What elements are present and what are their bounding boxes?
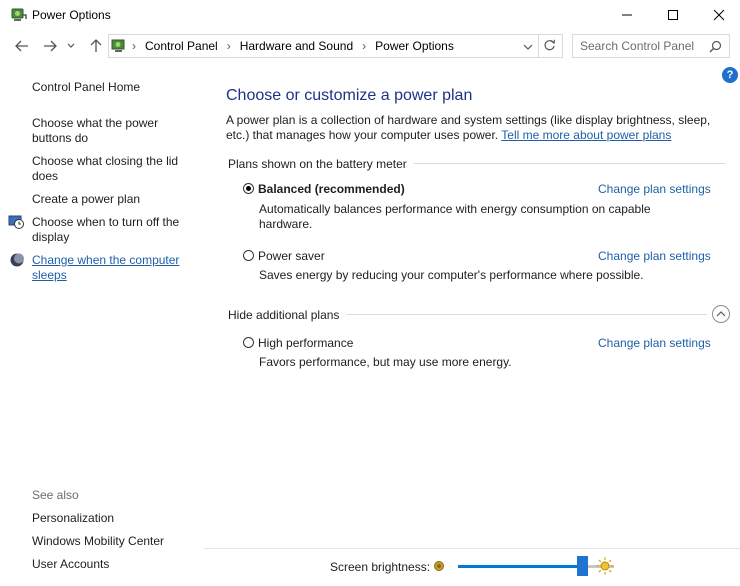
balanced-radio[interactable] — [243, 183, 254, 194]
close-button[interactable] — [696, 0, 740, 30]
sidebar-item-turn-off-display[interactable]: Choose when to turn off the display — [32, 215, 180, 244]
search-icon[interactable] — [709, 40, 722, 56]
plan-description-power-saver: Saves energy by reducing your computer's performance where possible. — [259, 268, 644, 282]
change-plan-settings-high-performance[interactable]: Change plan settings — [598, 336, 711, 350]
battery-meter-group-title: Plans shown on the battery meter — [228, 157, 407, 171]
search-input[interactable] — [580, 39, 705, 53]
minimize-button[interactable] — [604, 0, 650, 30]
help-button[interactable] — [722, 67, 738, 83]
window-title: Power Options — [32, 8, 111, 22]
high-performance-radio[interactable] — [243, 337, 254, 348]
chevron-up-icon — [716, 311, 726, 317]
up-arrow-icon — [90, 39, 102, 53]
plan-name-balanced[interactable]: Balanced (recommended) — [258, 182, 405, 196]
forward-arrow-icon — [43, 40, 57, 52]
power-options-icon — [10, 6, 28, 24]
hidden-plans-group-title[interactable]: Hide additional plans — [228, 308, 340, 322]
minimize-icon — [621, 9, 633, 21]
brightness-slider-fill — [458, 565, 583, 568]
breadcrumb — [132, 35, 454, 57]
chevron-down-icon — [523, 43, 533, 51]
collapse-plans-button[interactable] — [712, 305, 730, 323]
sidebar-item-closing-lid[interactable]: Choose what closing the lid does — [32, 154, 179, 183]
search-box[interactable] — [572, 34, 730, 58]
group-divider — [414, 163, 726, 164]
breadcrumb-control-panel[interactable]: Control Panel — [145, 39, 218, 53]
page-title: Choose or customize a power plan — [226, 87, 473, 104]
breadcrumb-separator: › — [226, 39, 231, 53]
help-icon: ? — [726, 69, 734, 81]
plan-description-high-performance: Favors performance, but may use more energy. — [259, 355, 512, 369]
sidebar-item-create-plan[interactable]: Create a power plan — [32, 192, 141, 206]
see-also-personalization[interactable]: Personalization — [32, 511, 115, 525]
recent-locations-button[interactable] — [64, 36, 78, 56]
breadcrumb-separator: › — [132, 39, 136, 53]
back-button[interactable] — [12, 36, 32, 56]
description-text: A power plan is a collection of hardware and system settings (like display brightness, sleep, etc.) that manages how your computer uses power. — [226, 113, 711, 142]
dim-sun-icon — [433, 560, 445, 575]
see-also-mobility-center[interactable]: Windows Mobility Center — [32, 534, 165, 548]
see-also-user-accounts[interactable]: User Accounts — [32, 557, 110, 571]
sidebar-item-computer-sleeps[interactable]: Change when the computer sleeps — [32, 253, 180, 282]
refresh-button[interactable] — [543, 39, 556, 55]
bright-sun-icon — [596, 557, 614, 578]
change-plan-settings-balanced[interactable]: Change plan settings — [598, 182, 711, 196]
change-plan-settings-power-saver[interactable]: Change plan settings — [598, 249, 711, 263]
group-divider — [347, 314, 707, 315]
chevron-down-icon — [67, 43, 75, 49]
maximize-icon — [667, 9, 679, 21]
plan-name-power-saver[interactable]: Power saver — [258, 249, 325, 263]
display-clock-icon — [8, 214, 25, 233]
forward-button[interactable] — [40, 36, 60, 56]
page-description — [226, 113, 726, 143]
plan-name-high-performance[interactable]: High performance — [258, 336, 354, 350]
up-button[interactable] — [86, 36, 106, 56]
control-panel-home-link[interactable]: Control Panel Home — [32, 80, 141, 94]
breadcrumb-separator: › — [362, 39, 367, 53]
sidebar-item-power-buttons[interactable]: Choose what the power buttons do — [32, 116, 159, 145]
learn-more-link[interactable]: Tell me more about power plans — [501, 128, 672, 142]
brightness-slider-thumb[interactable] — [577, 556, 588, 576]
control-panel-icon — [111, 38, 129, 57]
power-saver-radio[interactable] — [243, 250, 254, 261]
address-divider — [538, 34, 539, 58]
back-arrow-icon — [15, 40, 29, 52]
breadcrumb-power-options[interactable]: Power Options — [375, 39, 454, 53]
footer-divider — [204, 548, 740, 549]
breadcrumb-hardware-and-sound[interactable]: Hardware and Sound — [239, 39, 354, 53]
maximize-button[interactable] — [650, 0, 696, 30]
address-dropdown-button[interactable] — [523, 40, 533, 54]
see-also-title: See also — [32, 488, 79, 502]
plan-description-balanced: Automatically balances performance with energy consumption on capable hardware. — [259, 202, 651, 231]
close-icon — [713, 9, 725, 21]
screen-brightness-label: Screen brightness: — [330, 560, 431, 574]
refresh-icon — [543, 39, 556, 52]
moon-sleep-icon — [9, 252, 25, 271]
